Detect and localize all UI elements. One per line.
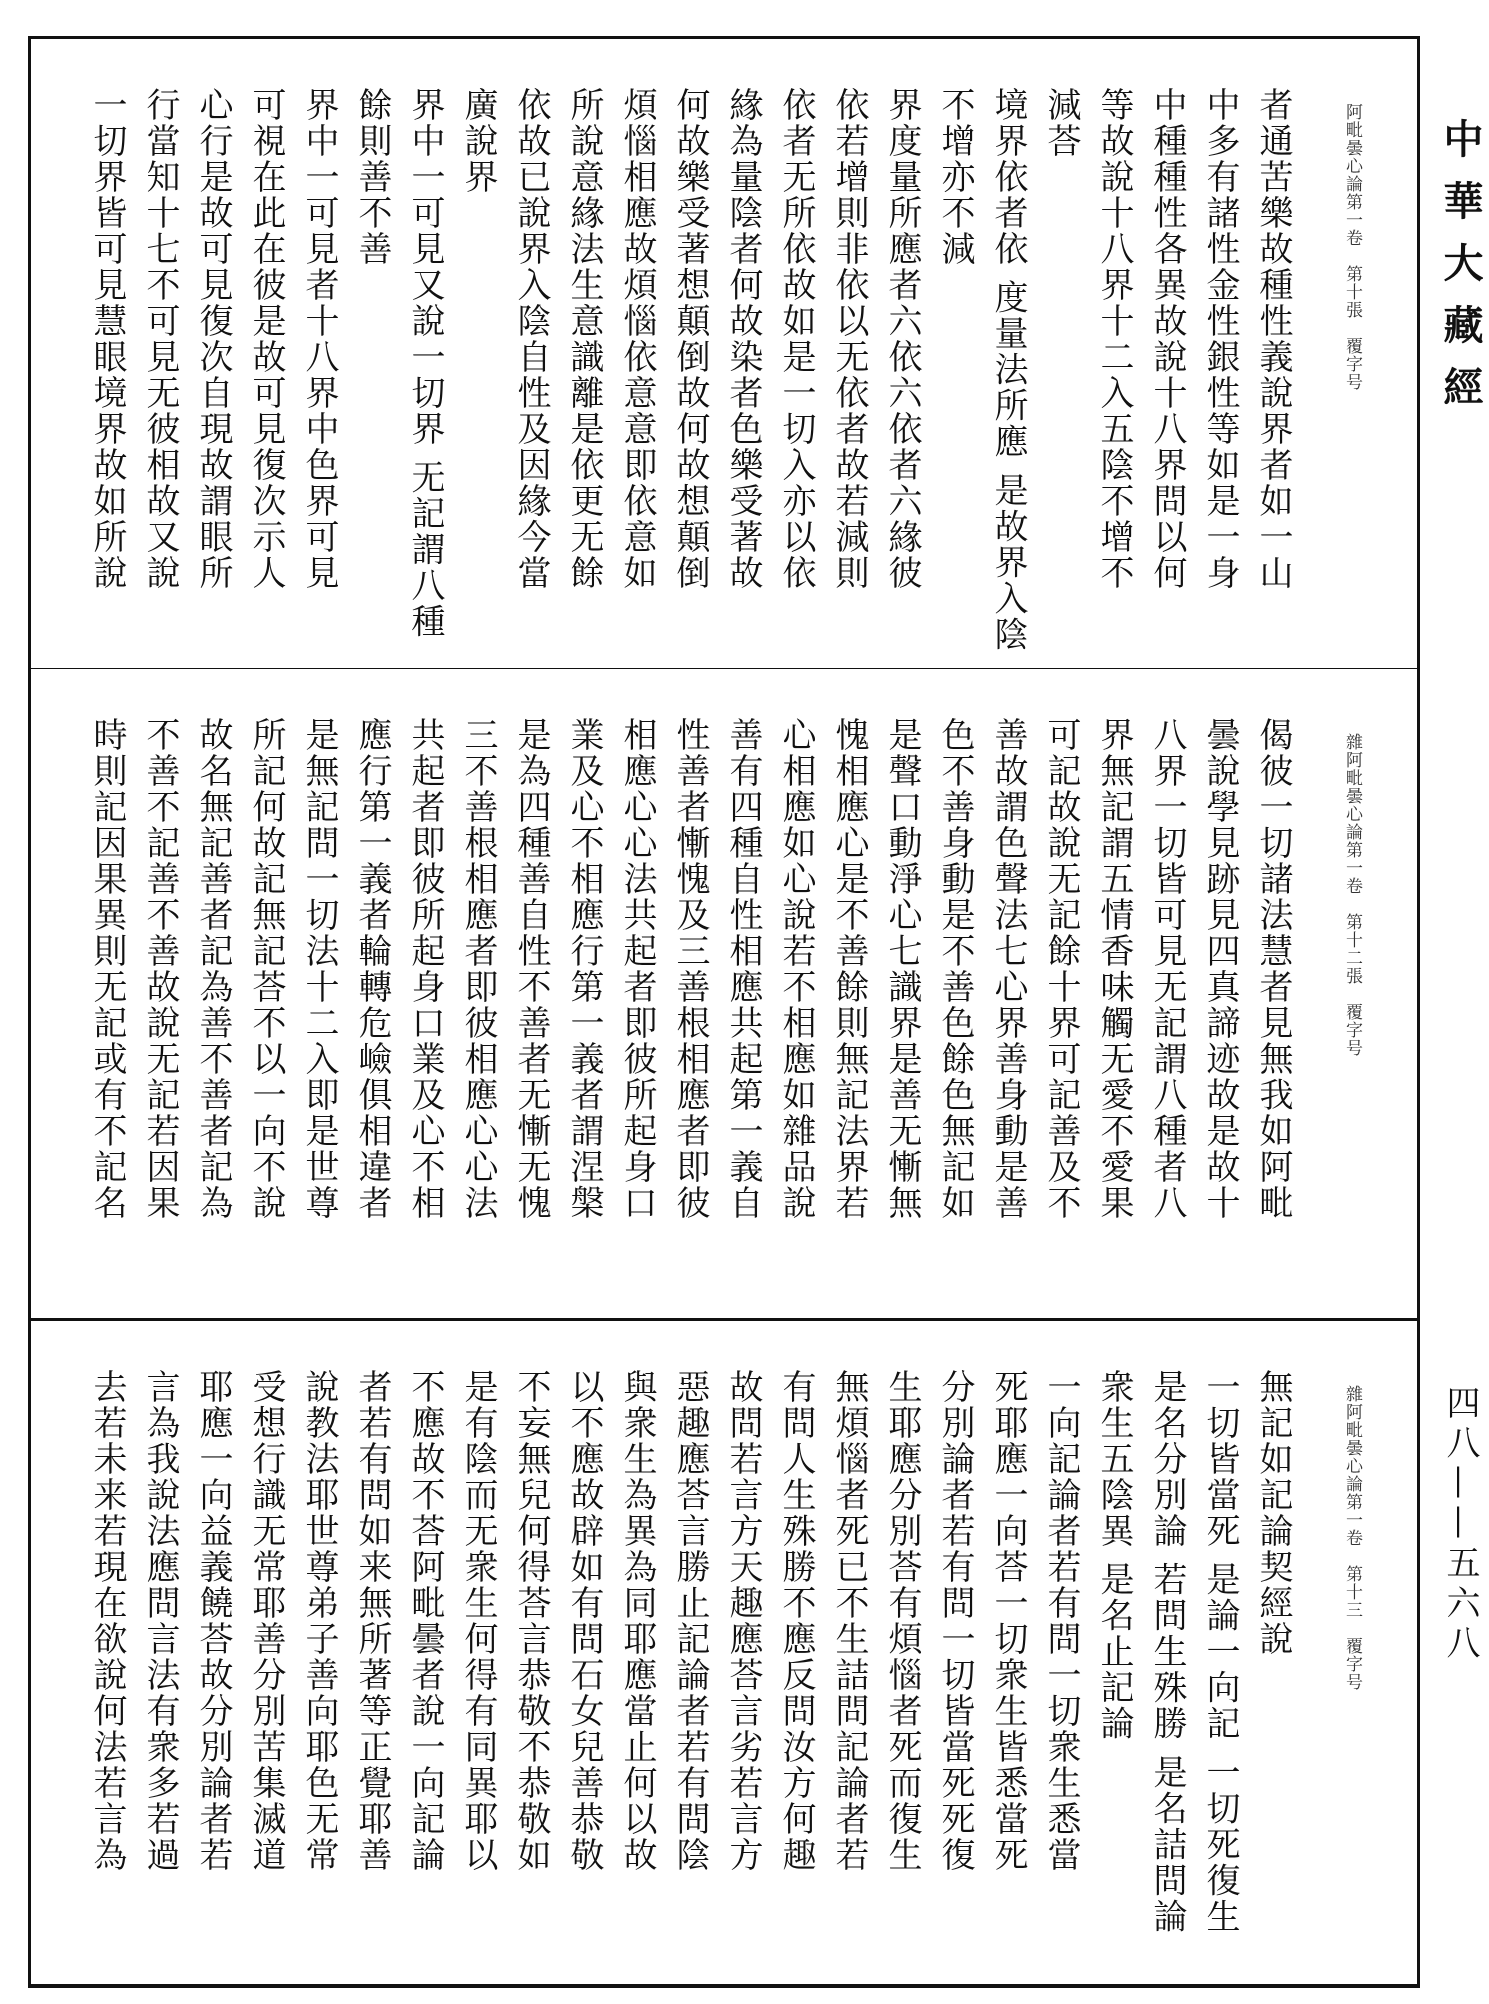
text-column: 者若有問如来無所著等正覺耶善	[352, 1369, 392, 1873]
text-column: 以不應故辟如有問石女兒善恭敬	[564, 1369, 604, 1873]
text-column: 者通苦樂故種性義說界者如一山	[1253, 87, 1293, 591]
text-column: 不增亦不減	[935, 87, 975, 267]
text-column: 所說意緣法生意識離是依更无餘	[564, 87, 604, 591]
text-column: 是為四種善自性不善者无慚无愧	[511, 717, 551, 1221]
text-column: 所記何故記無記荅不以一向不說	[246, 717, 286, 1221]
text-columns	[80, 1369, 1299, 1935]
page-number: 四八——五六八	[1440, 1385, 1480, 1665]
text-column: 是聲口動淨心七識界是善无慚無	[882, 717, 922, 1221]
text-column: 相應心心法共起者即彼所起身口	[617, 717, 657, 1221]
text-column: 有問人生殊勝不應反問汝方何趣	[776, 1369, 816, 1873]
text-column: 是有陰而无衆生何得有同異耶以	[458, 1369, 498, 1873]
margin-note: 雜阿毗曇心論第一卷 第十三 覆字号	[1342, 1385, 1362, 1691]
text-column: 減荅	[1041, 87, 1081, 159]
text-column: 不妄無兒何得荅言恭敬不恭敬如	[511, 1369, 551, 1873]
text-column: 去若未来若現在欲說何法若言為	[87, 1369, 127, 1873]
text-column: 言為我說法應問言法有衆多若過	[140, 1369, 180, 1873]
margin-note: 雜阿毗曇心論第一卷 第十二張 覆字号	[1342, 733, 1362, 1057]
text-column: 界中一可見者十八界中色界可見	[299, 87, 339, 591]
text-columns	[80, 87, 1299, 653]
text-column: 共起者即彼所起身口業及心不相	[405, 717, 445, 1221]
text-column: 不應故不荅阿毗曇者說一向記論	[405, 1369, 445, 1873]
text-column: 無煩惱者死已不生詰問記論者若	[829, 1369, 869, 1873]
text-column: 八界一切皆可見无記謂八種者八	[1147, 717, 1187, 1221]
margin-note: 阿毗曇心論第一卷 第十張 覆字号	[1342, 103, 1362, 391]
text-column: 偈彼一切諸法慧者見無我如阿毗	[1253, 717, 1293, 1221]
text-column: 一切皆當死 是論一向記 一切死復生	[1200, 1369, 1240, 1935]
text-column: 境界依者依 度量法所應 是故界入陰	[988, 87, 1028, 653]
text-column: 說教法耶世尊弟子善向耶色无常	[299, 1369, 339, 1873]
text-column: 死耶應一向荅一切衆生皆悉當死	[988, 1369, 1028, 1873]
text-column: 愧相應心是不善餘則無記法界若	[829, 717, 869, 1221]
text-column: 三不善根相應者即彼相應心心法	[458, 717, 498, 1221]
text-column: 心相應如心說若不相應如雜品說	[776, 717, 816, 1221]
text-panel-top	[28, 36, 1420, 670]
text-column: 善故謂色聲法七心界善身動是善	[988, 717, 1028, 1221]
text-column: 時則記因果異則无記或有不記名	[87, 717, 127, 1221]
text-column: 耶應一向益義饒荅故分別論者若	[193, 1369, 233, 1873]
text-column: 可視在此在彼是故可見復次示人	[246, 87, 286, 591]
text-column: 心行是故可見復次自現故謂眼所	[193, 87, 233, 591]
text-column: 無記如記論契經說	[1253, 1369, 1293, 1657]
text-column: 可記故說无記餘十界可記善及不	[1041, 717, 1081, 1221]
text-column: 等故說十八界十二入五陰不增不	[1094, 87, 1134, 591]
text-column: 性善者慚愧及三善根相應者即彼	[670, 717, 710, 1221]
text-column: 故名無記善者記為善不善者記為	[193, 717, 233, 1221]
text-column: 依若增則非依以无依者故若減則	[829, 87, 869, 591]
text-column: 不善不記善不善故說无記若因果	[140, 717, 180, 1221]
collection-title: 中華大藏經	[1437, 118, 1484, 428]
text-column: 一切界皆可見慧眼境界故如所說	[87, 87, 127, 591]
text-column: 色不善身動是不善色餘色無記如	[935, 717, 975, 1221]
text-columns	[80, 717, 1299, 1277]
text-column: 中多有諸性金性銀性等如是一身	[1200, 87, 1240, 591]
text-column: 曇說學見跡見四真諦迹故是故十	[1200, 717, 1240, 1221]
text-column: 緣為量陰者何故染者色樂受著故	[723, 87, 763, 591]
text-column: 中種種性各異故說十八界問以何	[1147, 87, 1187, 591]
text-column: 界無記謂五情香味觸无愛不愛果	[1094, 717, 1134, 1221]
text-column: 何故樂受著想顛倒故何故想顛倒	[670, 87, 710, 591]
text-column: 界中一可見又說一切界 无記謂八種	[405, 87, 445, 640]
text-column: 生耶應分別荅有煩惱者死而復生	[882, 1369, 922, 1873]
text-column: 衆生五陰異 是名止記論	[1094, 1369, 1134, 1742]
text-column: 與衆生為異為同耶應當止何以故	[617, 1369, 657, 1873]
text-column: 界度量所應者六依六依者六緣彼	[882, 87, 922, 591]
text-column: 行當知十七不可見无彼相故又說	[140, 87, 180, 591]
text-column: 是名分別論 若問生殊勝 是名詰問論	[1147, 1369, 1187, 1935]
text-column: 餘則善不善	[352, 87, 392, 267]
text-column: 分別論者若有問一切皆當死死復	[935, 1369, 975, 1873]
text-column: 受想行識无常耶善分別苦集滅道	[246, 1369, 286, 1873]
text-column: 惡趣應荅言勝止記論者若有問陰	[670, 1369, 710, 1873]
text-panel-middle	[28, 668, 1420, 1320]
text-column: 善有四種自性相應共起第一義自	[723, 717, 763, 1221]
text-column: 故問若言方天趣應荅言劣若言方	[723, 1369, 763, 1873]
text-column: 業及心不相應行第一義者謂涅槃	[564, 717, 604, 1221]
text-column: 一向記論者若有問一切衆生悉當	[1041, 1369, 1081, 1873]
text-column: 應行第一義者輪轉危嶮俱相違者	[352, 717, 392, 1221]
text-panel-bottom	[28, 1320, 1420, 1988]
text-column: 廣說界	[458, 87, 498, 195]
text-column: 煩惱相應故煩惱依意意即依意如	[617, 87, 657, 591]
text-column: 是無記問一切法十二入即是世尊	[299, 717, 339, 1221]
text-column: 依者无所依故如是一切入亦以依	[776, 87, 816, 591]
text-column: 依故已說界入陰自性及因緣今當	[511, 87, 551, 591]
